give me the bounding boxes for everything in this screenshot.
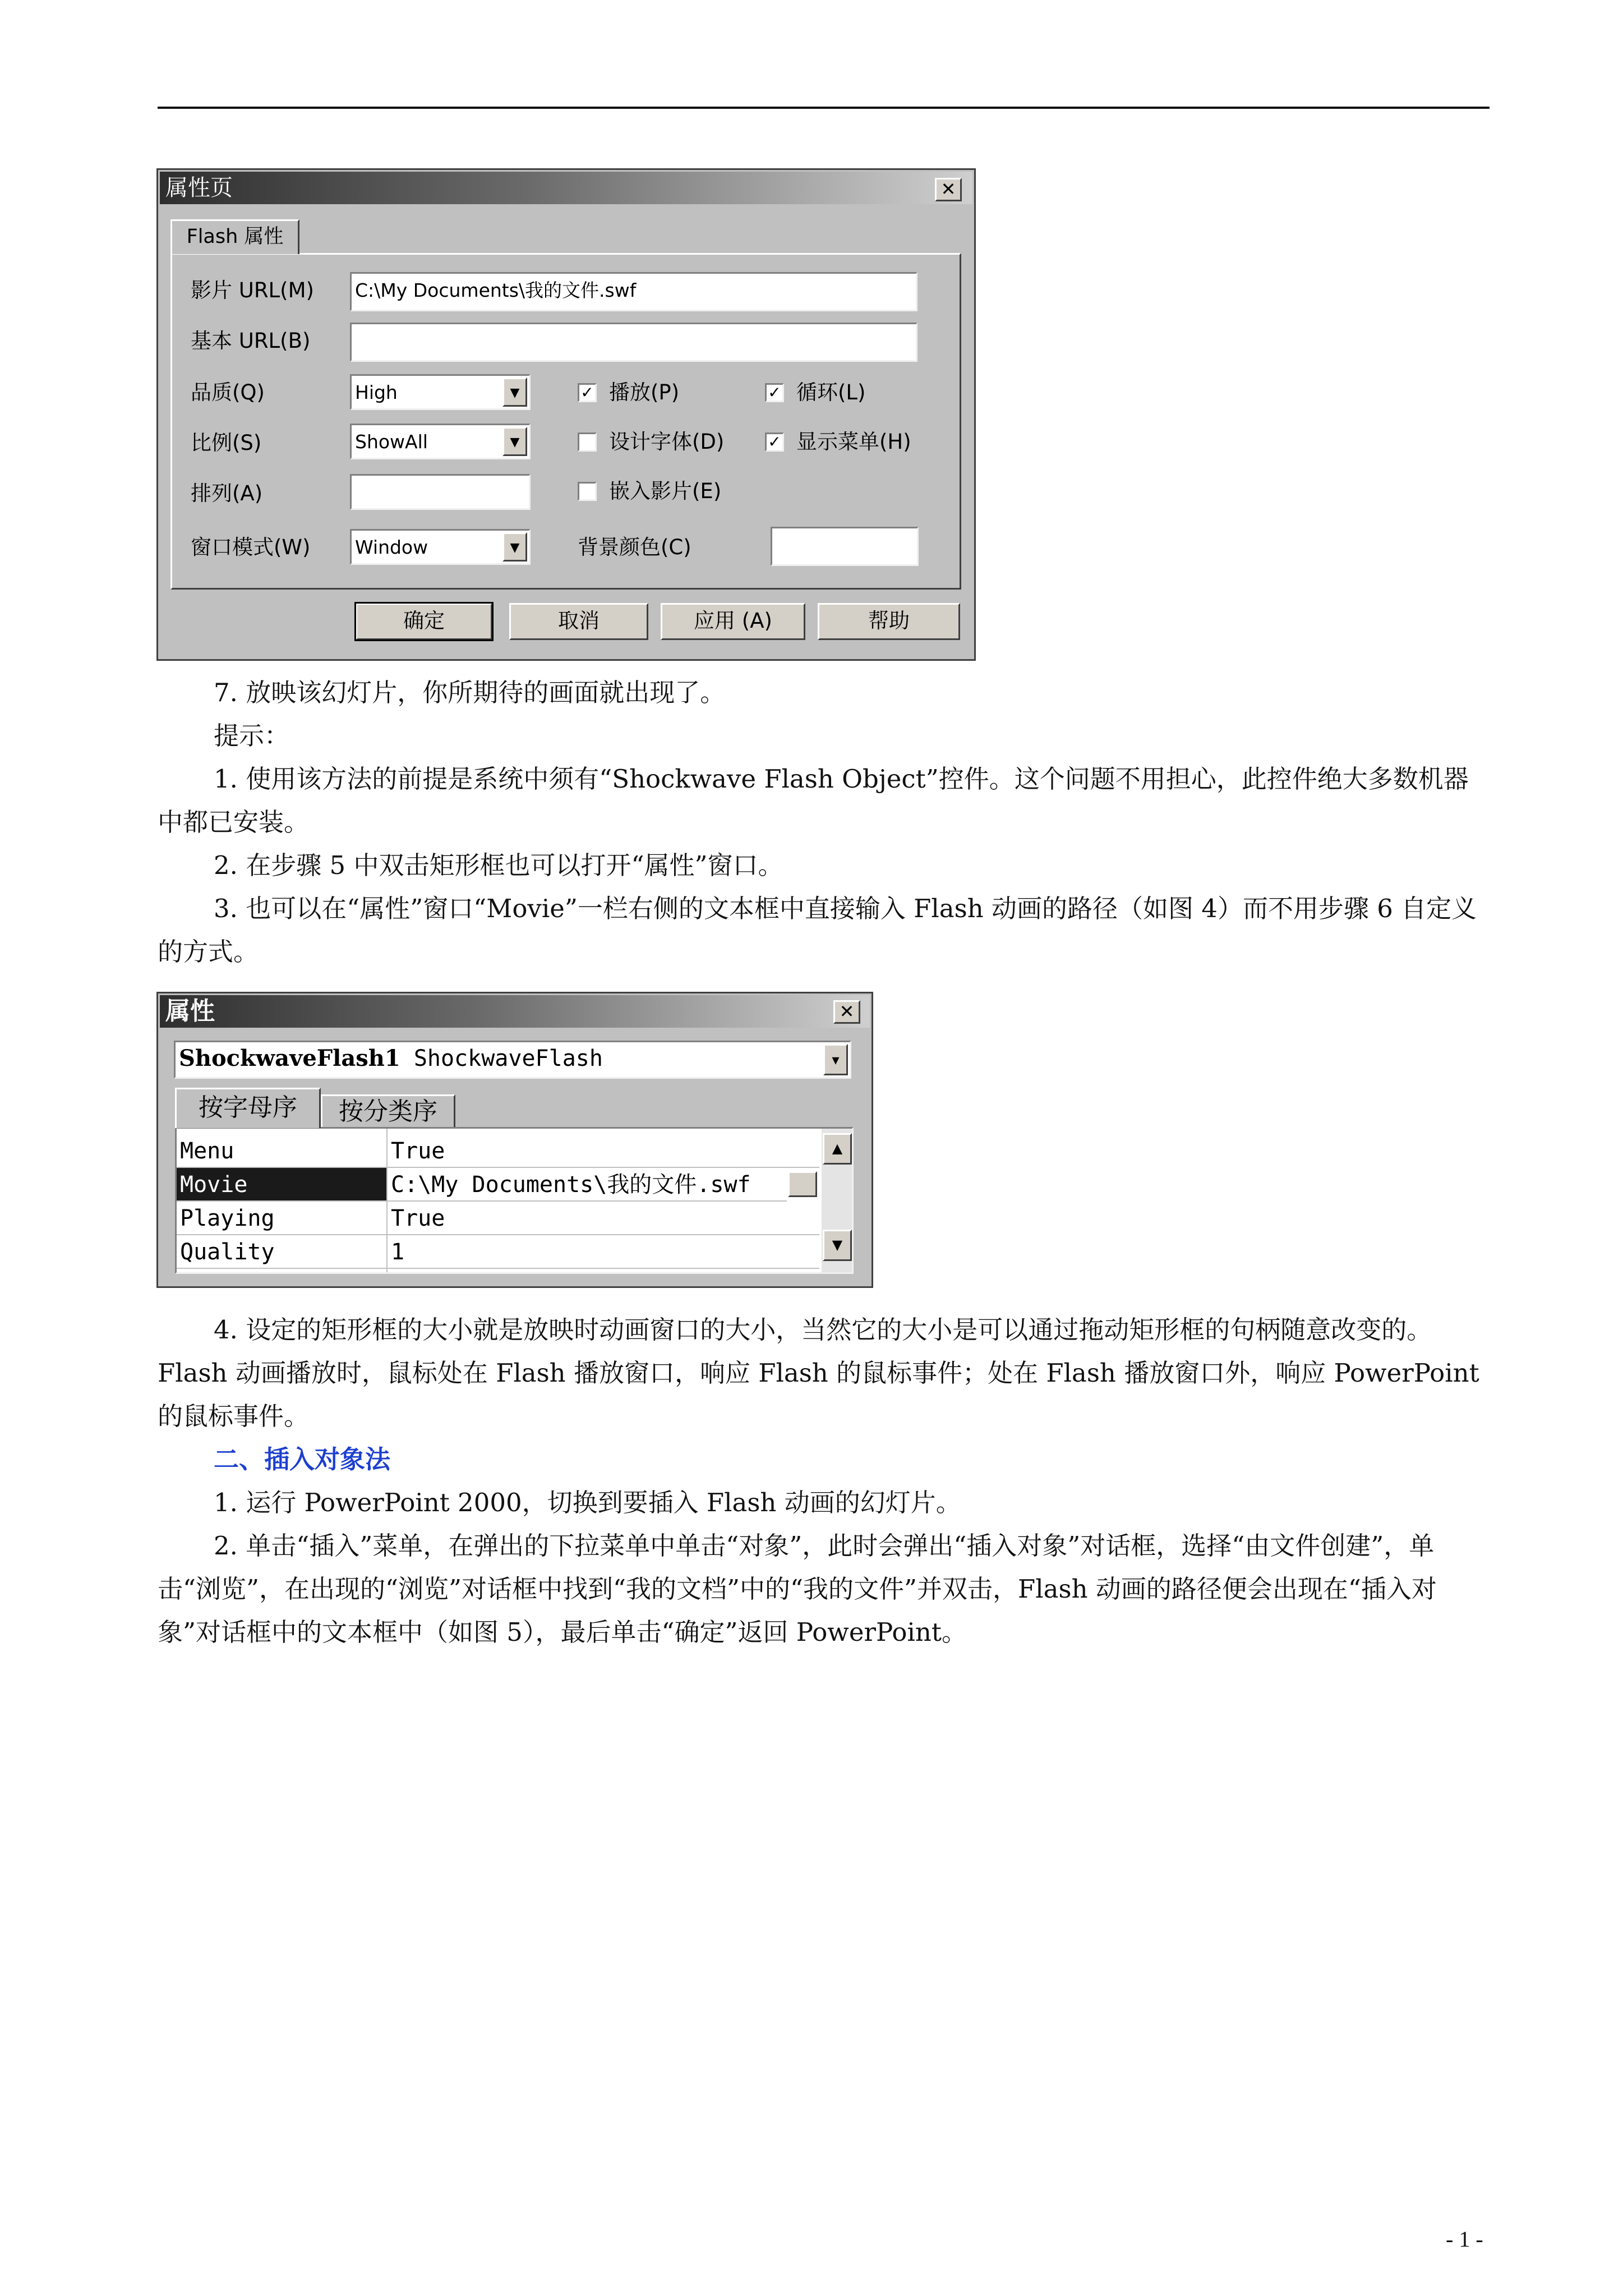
quality-label: 品质(Q) (191, 380, 265, 404)
tab-alphabetic-label: 按字母序 (199, 1093, 297, 1122)
chevron-down-icon[interactable]: ▼ (502, 532, 527, 562)
paragraph-step7: 7. 放映该幻灯片，你所期待的画面就出现了。 (214, 678, 726, 707)
chevron-down-icon[interactable]: ▼ (823, 1044, 848, 1075)
cancel-button[interactable]: 取消 (509, 603, 648, 640)
paragraph-tip3: 3. 也可以在“属性”窗口“Movie”一栏右侧的文本框中直接输入 Flash 动画的路径（如图 4）而不用步骤 6 自定义的方式。 (158, 894, 1477, 967)
scale-value: ShowAll (355, 431, 428, 453)
movie-url-label: 影片 URL(M) (191, 278, 314, 302)
paragraph-tip-heading: 提示： (214, 721, 290, 751)
scale-label: 比例(S) (191, 431, 262, 455)
section-heading-insert-object: 二、插入对象法 (214, 1444, 391, 1474)
paragraph-tip4: 4. 设定的矩形框的大小就是放映时动画窗口的大小，当然它的大小是可以通过拖动矩形框的句柄随意改变的。Flash 动画播放时，鼠标处在 Flash 播放窗口，响应 Flash 的鼠标事件；处在 Flash 播放窗口外，响应 PowerPoint 的鼠标事件。 (158, 1315, 1479, 1431)
paragraph-tip1: 1. 使用该方法的前提是系统中须有“Shockwave Flash Object”控件。这个问题不用担心，此控件绝大多数机器中都已安装。 (158, 764, 1469, 837)
object-type: ShockwaveFlash (413, 1046, 603, 1071)
align-label: 排列(A) (191, 481, 263, 505)
properties-window (156, 992, 873, 1288)
close-icon[interactable]: ✕ (935, 178, 962, 201)
base-url-input[interactable] (350, 323, 917, 362)
play-checkbox[interactable]: ✓ (578, 383, 597, 402)
property-value-menu[interactable]: True (388, 1134, 819, 1168)
scroll-down-icon[interactable]: ▼ (823, 1230, 852, 1261)
property-name-menu[interactable]: Menu (177, 1134, 386, 1168)
window-mode-value: Window (355, 536, 428, 558)
chevron-down-icon[interactable]: ▼ (502, 378, 527, 407)
header-rule (158, 107, 1490, 109)
embed-movie-label: 嵌入影片(E) (609, 479, 722, 503)
play-label: 播放(P) (609, 380, 680, 404)
tab-label: Flash 属性 (186, 226, 284, 248)
property-value-playing[interactable]: True (388, 1202, 819, 1235)
paragraph-tip2: 2. 在步骤 5 中双击矩形框也可以打开“属性”窗口。 (214, 850, 783, 880)
ellipsis-button[interactable] (788, 1171, 817, 1197)
base-url-label: 基本 URL(B) (191, 329, 311, 353)
tab-alphabetic[interactable] (175, 1088, 321, 1128)
ok-button[interactable]: 确定 (356, 603, 492, 640)
property-value-quality[interactable]: 1 (388, 1235, 819, 1269)
property-name-movie[interactable]: Movie (177, 1168, 386, 1202)
loop-label: 循环(L) (796, 380, 866, 404)
window-mode-select[interactable] (350, 529, 531, 565)
paragraph-step1: 1. 运行 PowerPoint 2000，切换到要插入 Flash 动画的幻灯片。 (214, 1488, 961, 1517)
close-icon[interactable]: ✕ (833, 1000, 860, 1024)
dialog-title: 属性页 (165, 175, 233, 201)
property-page-dialog (156, 168, 976, 661)
bg-color-input[interactable] (771, 527, 919, 566)
loop-checkbox[interactable]: ✓ (765, 383, 784, 402)
property-name-playing[interactable]: Playing (177, 1202, 386, 1235)
object-name: ShockwaveFlash1 (179, 1045, 400, 1071)
window-mode-label: 窗口模式(W) (191, 535, 311, 559)
embed-movie-checkbox[interactable] (578, 482, 597, 501)
properties-title-bar (160, 995, 870, 1028)
property-grid (175, 1127, 854, 1274)
property-value-movie[interactable]: C:\My Documents\我的文件.swf (388, 1168, 787, 1202)
help-button[interactable]: 帮助 (818, 603, 960, 640)
chevron-down-icon[interactable]: ▼ (502, 427, 527, 456)
tab-categorized-label: 按分类序 (339, 1097, 437, 1126)
dialog-title-bar (160, 172, 972, 204)
device-font-checkbox[interactable] (578, 432, 597, 452)
show-menu-checkbox[interactable]: ✓ (765, 432, 784, 452)
tab-flash-properties[interactable] (170, 219, 299, 254)
show-menu-label: 显示菜单(H) (796, 430, 911, 454)
movie-url-input[interactable]: C:\My Documents\我的文件.swf (350, 272, 917, 311)
quality-value: High (355, 381, 398, 403)
paragraph-step2: 2. 单击“插入”菜单，在弹出的下拉菜单中单击“对象”，此时会弹出“插入对象”对话框，选择“由文件创建”，单击“浏览”，在出现的“浏览”对话框中找到“我的文档”中的“我的文件”并双击，Flash 动画的路径便会出现在“插入对象”对话框中的文本框中（如图 5），最后单击“确定”返回 PowerPoint。 (158, 1531, 1437, 1647)
property-name-quality[interactable]: Quality (177, 1235, 386, 1269)
align-input[interactable] (350, 474, 531, 510)
quality-select[interactable] (350, 374, 531, 410)
apply-button[interactable]: 应用 (A) (661, 603, 805, 640)
scale-select[interactable] (350, 424, 531, 459)
tab-categorized[interactable] (321, 1094, 455, 1128)
page-number: - 1 - (1446, 2226, 1483, 2252)
bg-color-label: 背景颜色(C) (578, 535, 691, 559)
scroll-up-icon[interactable]: ▲ (823, 1133, 852, 1165)
properties-title: 属性 (165, 997, 215, 1025)
device-font-label: 设计字体(D) (609, 430, 725, 454)
object-select[interactable] (174, 1041, 851, 1079)
